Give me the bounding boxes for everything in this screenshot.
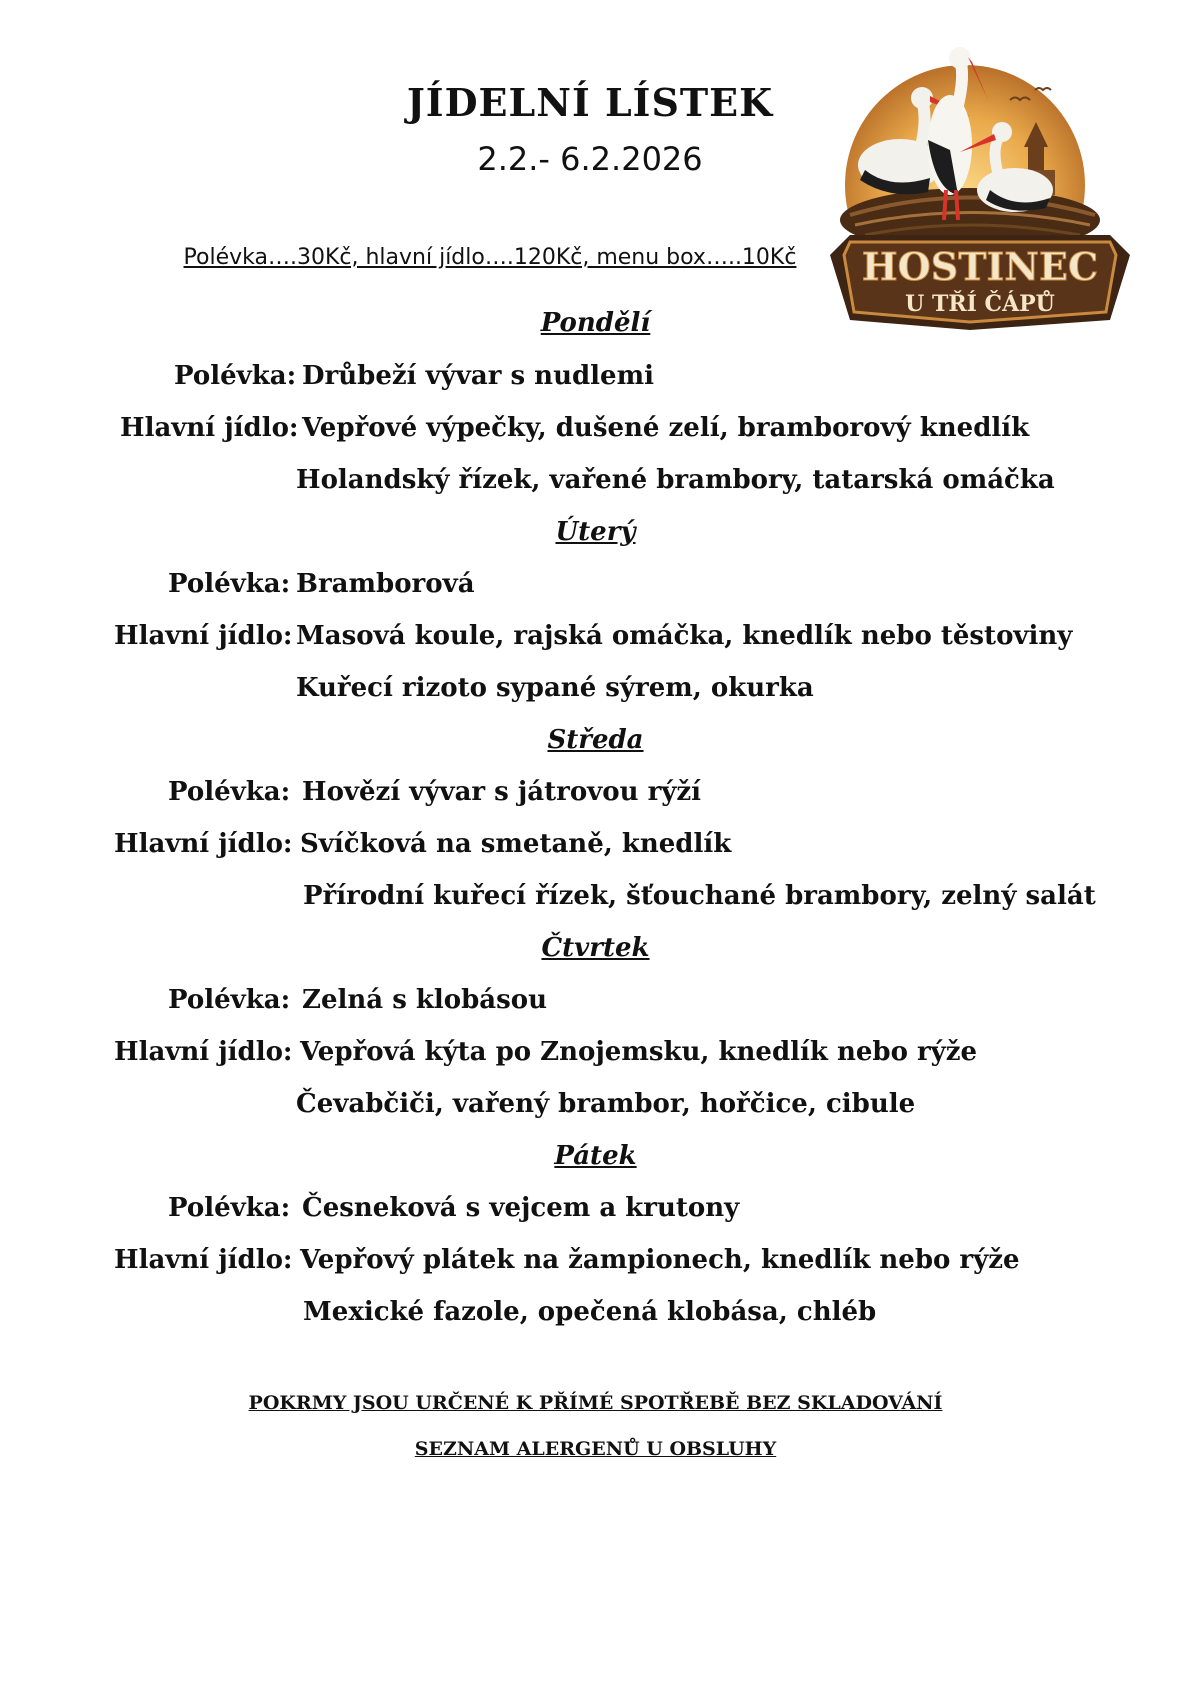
main-item: Masová koule, rajská omáčka, knedlík nebo těstoviny <box>296 621 1073 651</box>
soup-item: Česneková s vejcem a krutony <box>302 1193 740 1223</box>
logo-name: HOSTINEC <box>861 244 1099 289</box>
day-heading-wednesday: Středa <box>547 725 644 755</box>
soup-label: Polévka: <box>168 569 291 599</box>
day-heading-monday: Pondělí <box>540 308 651 338</box>
price-list: Polévka….30Kč, hlavní jídlo….120Kč, menu box…..10Kč <box>183 245 797 270</box>
day-heading-friday: Pátek <box>554 1141 637 1171</box>
logo-subname: U TŘÍ ČÁPŮ <box>905 291 1055 317</box>
day-heading-tuesday: Úterý <box>555 517 636 547</box>
allergen-notice: SEZNAM ALERGENŮ U OBSLUHY <box>414 1438 777 1460</box>
main-item: Mexické fazole, opečená klobása, chléb <box>303 1297 877 1327</box>
soup-label: Polévka: <box>168 777 291 807</box>
main-item: Přírodní kuřecí řízek, šťouchané brambory, zelný salát <box>303 881 1096 911</box>
day-heading-thursday: Čtvrtek <box>541 933 650 963</box>
main-item: Vepřová kýta po Znojemsku, knedlík nebo rýže <box>300 1037 978 1067</box>
main-label: Hlavní jídlo: <box>114 1245 293 1275</box>
storage-notice: POKRMY JSOU URČENÉ K PŘÍMÉ SPOTŘEBĚ BEZ SKLADOVÁNÍ <box>248 1392 943 1414</box>
main-item: Kuřecí rizoto sypané sýrem, okurka <box>296 673 814 703</box>
main-label: Hlavní jídlo: <box>114 829 293 859</box>
menu-dates: 2.2.- 6.2.2026 <box>477 140 703 178</box>
soup-label: Polévka: <box>174 361 297 391</box>
soup-item: Drůbeží vývar s nudlemi <box>302 361 654 391</box>
main-item: Vepřové výpečky, dušené zelí, bramborový knedlík <box>302 413 1030 443</box>
soup-item: Hovězí vývar s játrovou rýží <box>302 777 702 807</box>
soup-label: Polévka: <box>168 1193 291 1223</box>
soup-label: Polévka: <box>168 985 291 1015</box>
main-label: Hlavní jídlo: <box>114 1037 293 1067</box>
main-item: Svíčková na smetaně, knedlík <box>300 829 732 859</box>
main-item: Čevabčiči, vařený brambor, hořčice, cibule <box>296 1089 916 1119</box>
main-label: Hlavní jídlo: <box>114 621 293 651</box>
soup-item: Zelná s klobásou <box>302 985 548 1015</box>
soup-item: Bramborová <box>296 569 475 599</box>
menu-title: JÍDELNÍ LÍSTEK <box>406 80 774 125</box>
main-item: Holandský řízek, vařené brambory, tatarská omáčka <box>296 465 1055 495</box>
main-item: Vepřový plátek na žampionech, knedlík nebo rýže <box>300 1245 1020 1275</box>
main-label: Hlavní jídlo: <box>120 413 299 443</box>
